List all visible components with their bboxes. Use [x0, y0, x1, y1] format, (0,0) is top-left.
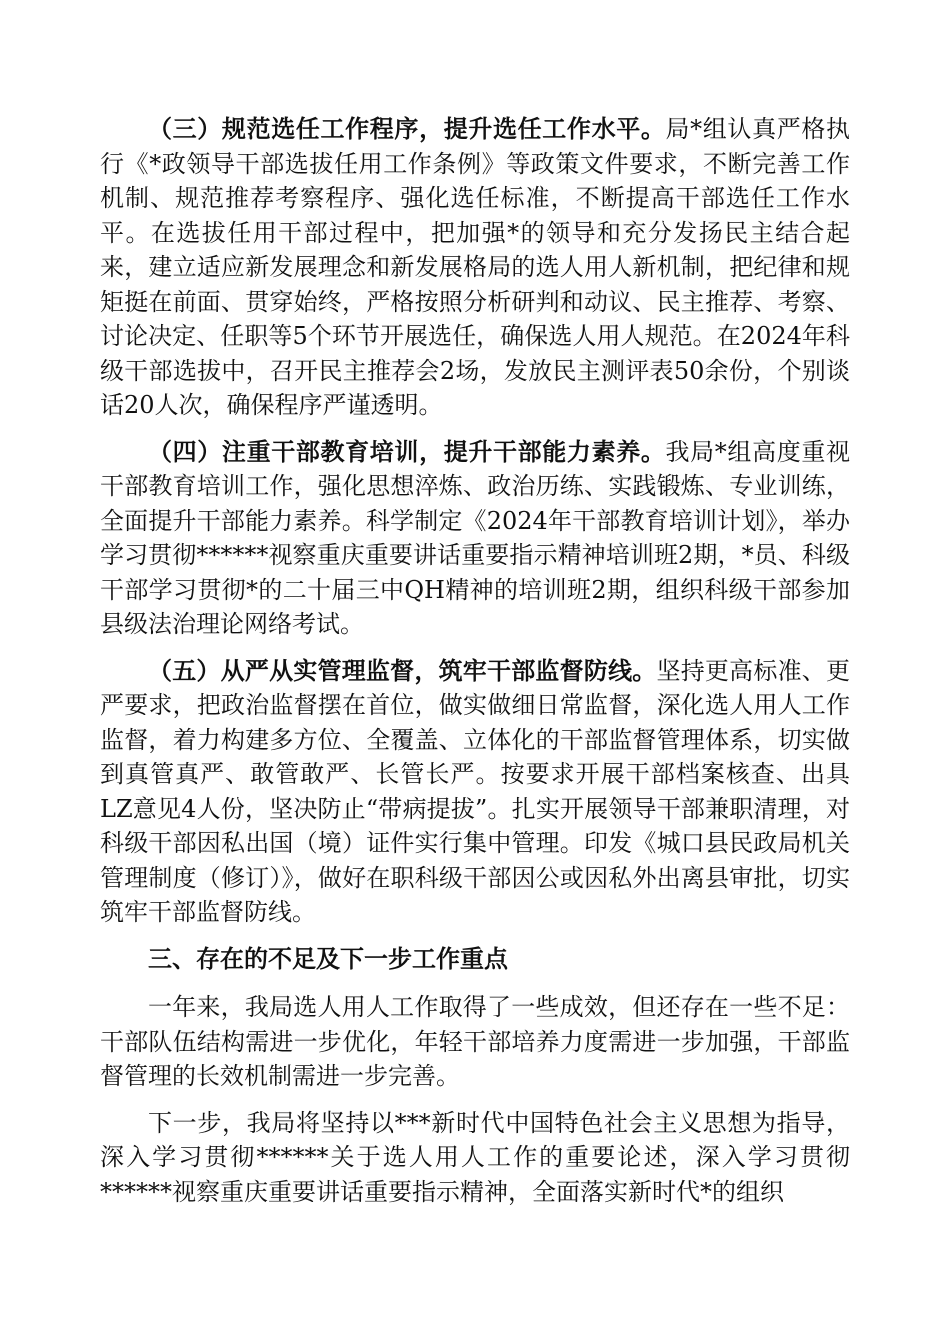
paragraph-shortcomings: 一年来，我局选人用人工作取得了一些成效，但还存在一些不足：干部队伍结构需进一步优化，年轻干部培养力度需进一步加强，干部监督管理的长效机制需进一步完善。: [100, 993, 850, 1090]
paragraph-selection-procedure: [100, 112, 850, 423]
paragraph-lead: （五）从严从实管理监督，筑牢干部监督防线。: [148, 656, 657, 685]
paragraph-lead: （四）注重干部教育培训，提升干部能力素养。: [148, 437, 666, 466]
section-heading: 三、存在的不足及下一步工作重点: [148, 944, 508, 973]
paragraph-cadre-training: [100, 435, 850, 642]
document-page: [100, 112, 850, 1221]
paragraph-body: 坚持更高标准、更严要求，把政治监督摆在首位，做实做细日常监督，深化选人用人工作监督，着力构建多方位、全覆盖、立体化的干部监督管理体系，切实做到真管真严、敢管敢严、长管长严。按要求开展干部档案核查、出具LZ意见4人份，坚决防止“带病提拔”。扎实开展领导干部兼职清理，对科级干部因私出国（境）证件实行集中管理。印发《城口县民政局机关管理制度（修订）》，做好在职科级干部因公或因私外出离县审批，切实筑牢干部监督防线。: [100, 656, 850, 926]
paragraph-body: 局*组认真严格执行《*政领导干部选拔任用工作条例》等政策文件要求，不断完善工作机制、规范推荐考察程序、强化选任标准，不断提高干部选任工作水平。在选拔任用干部过程中，把加强*的领导和充分发扬民主结合起来，建立适应新发展理念和新发展格局的选人用人新机制，把纪律和规矩挺在前面、贯穿始终，严格按照分析研判和动议、民主推荐、考察、讨论决定、任职等5个环节开展选任，确保选人用人规范。在2024年科级干部选拔中，召开民主推荐会2场，发放民主测评表50余份，个别谈话20人次，确保程序严谨透明。: [100, 115, 850, 419]
paragraph-lead: （三）规范选任工作程序，提升选任工作水平。: [148, 115, 666, 143]
paragraph-supervision: [100, 654, 850, 930]
paragraph-next-steps: 下一步，我局将坚持以***新时代中国特色社会主义思想为指导，深入学习贯彻******关于选人用人工作的重要论述，深入学习贯彻******视察重庆重要讲话重要指示精神，全面落实新时代*的组织: [100, 1108, 850, 1206]
paragraph-body: 我局*组高度重视干部教育培训工作，强化思想淬炼、政治历练、实践锻炼、专业训练，全面提升干部能力素养。科学制定《2024年干部教育培训计划》，举办学习贯彻******视察重庆重要讲话重要指示精神培训班2期，*员、科级干部学习贯彻*的二十届三中QH精神的培训班2期，组织科级干部参加县级法治理论网络考试。: [100, 437, 850, 638]
